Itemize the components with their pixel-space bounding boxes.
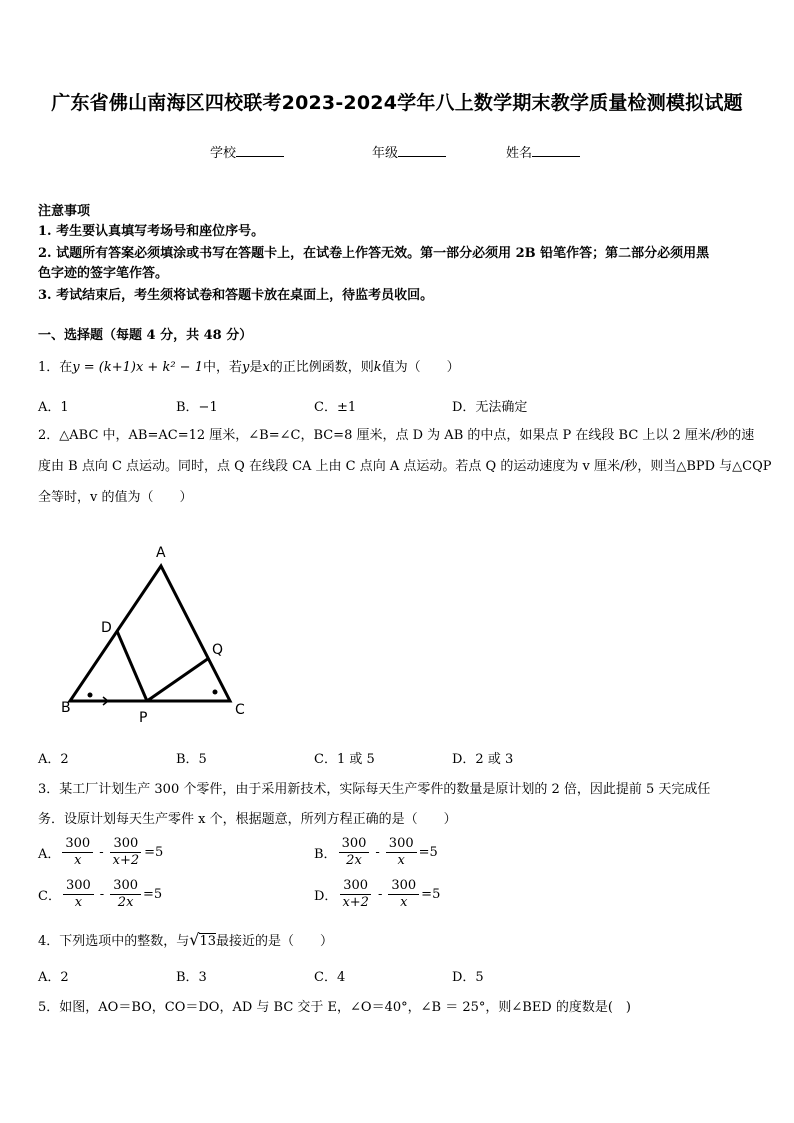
q1-is: 是 <box>249 360 263 375</box>
arrow-icon <box>95 697 108 705</box>
minus-sign: - <box>377 887 383 902</box>
grade-blank[interactable] <box>398 144 446 157</box>
question-4 <box>38 930 333 952</box>
fraction: $\frac{300}{x}$ <box>63 878 94 911</box>
q2-option-b[interactable]: B．5 <box>176 752 207 767</box>
q1-prefix: 1．在 <box>38 360 73 375</box>
question-5: 5．如图，AO＝BO，CO＝DO，AD 与 BC 交于 E，∠O＝40°，∠B ＝ 25°，则∠BED 的度数是( ) <box>38 1000 632 1015</box>
notes-item: 2. 试题所有答案必须填涂或书写在答题卡上，在试卷上作答无效。第一部分必须用 2B 铅笔作答；第二部分必须用黑 <box>38 246 710 261</box>
rhs: =5 <box>144 845 164 860</box>
q3-option-a[interactable] <box>38 836 163 869</box>
fraction: $\frac{300}{x+2}$ <box>110 836 143 869</box>
page-title: 广东省佛山南海区四校联考2023-2024学年八上数学期末教学质量检测模拟试题 <box>51 92 743 114</box>
q1-option-d[interactable]: D．无法确定 <box>452 400 528 415</box>
fraction: $\frac{300}{2x}$ <box>110 878 141 911</box>
q4-option-d[interactable]: D．5 <box>452 970 484 985</box>
q4-radicand: 13 <box>199 934 217 949</box>
q4-option-c[interactable]: C．4 <box>314 970 346 985</box>
notes-item: 色字迹的签字笔作答。 <box>38 266 169 281</box>
name-label: 姓名 <box>506 146 533 161</box>
q1-suffix: 的正比例函数，则 <box>269 360 374 375</box>
q4-option-a[interactable]: A．2 <box>38 970 69 985</box>
grade-label: 年级 <box>372 146 399 161</box>
q2-option-d[interactable]: D．2 或 3 <box>452 752 514 767</box>
q3-option-d[interactable] <box>314 878 440 911</box>
q2-option-c[interactable]: C．1 或 5 <box>314 752 375 767</box>
label-q: Q <box>212 642 224 658</box>
q4-option-b[interactable]: B．3 <box>176 970 207 985</box>
segment-dp <box>117 631 147 701</box>
angle-c-mark <box>213 690 218 695</box>
q1-option-b[interactable]: B．−1 <box>176 400 218 415</box>
school-label: 学校 <box>210 146 237 161</box>
q4-suffix: 最接近的是（ ） <box>216 934 334 949</box>
angle-b-mark <box>88 693 93 698</box>
label-a: A <box>156 545 166 561</box>
label-p: P <box>139 710 148 726</box>
name-blank[interactable] <box>532 144 580 157</box>
minus-sign: - <box>375 845 380 860</box>
q3-option-b[interactable] <box>314 836 438 869</box>
notes-heading: 注意事项 <box>38 204 91 219</box>
q1-k: k <box>373 360 382 375</box>
fraction: $\frac{300}{x}$ <box>62 836 93 869</box>
q1-option-a[interactable]: A．1 <box>38 400 69 415</box>
grade-field[interactable] <box>372 142 446 161</box>
name-field[interactable] <box>506 142 580 161</box>
q3-option-label: B． <box>314 847 337 862</box>
rhs: =5 <box>143 887 163 902</box>
q3-option-c[interactable] <box>38 878 162 911</box>
school-blank[interactable] <box>236 144 284 157</box>
triangle-figure <box>55 540 265 730</box>
label-d: D <box>101 620 112 636</box>
rhs: =5 <box>421 887 441 902</box>
q1-option-c[interactable]: C．±1 <box>314 400 357 415</box>
q1-end: 值为（ ） <box>381 360 460 375</box>
fraction: $\frac{300}{x}$ <box>386 836 417 869</box>
notes-item: 1. 考生要认真填写考场号和座位序号。 <box>38 224 265 239</box>
q3-line: 务．设原计划每天生产零件 x 个，根据题意，所列方程正确的是（ ） <box>38 812 457 827</box>
q2-line: 全等时，v 的值为（ ） <box>38 490 193 505</box>
q2-option-a[interactable]: A．2 <box>38 752 69 767</box>
q4-prefix: 4．下列选项中的整数，与 <box>38 934 190 949</box>
fraction: $\frac{300}{x}$ <box>388 878 419 911</box>
fraction: $\frac{300}{2x}$ <box>339 836 370 869</box>
segment-pq <box>147 658 209 701</box>
minus-sign: - <box>99 887 105 902</box>
q3-option-label: C． <box>38 889 61 904</box>
q2-line: 度由 B 点向 C 点运动。同时，点 Q 在线段 CA 上由 C 点向 A 点运动。若点 Q 的运动速度为 v 厘米/秒，则当△BPD 与△CQP <box>38 459 772 474</box>
school-field[interactable] <box>210 142 284 161</box>
q2-line: 2．△ABC 中，AB=AC=12 厘米，∠B=∠C，BC=8 厘米，点 D 为 AB 的中点，如果点 P 在线段 BC 上以 2 厘米/秒的速 <box>38 428 755 443</box>
q1-x: x <box>262 360 270 375</box>
q1-y: y <box>242 360 250 375</box>
notes-item: 3. 考试结束后，考生须将试卷和答题卡放在桌面上，待监考员收回。 <box>38 288 434 303</box>
q1-middle: 中，若 <box>202 360 242 375</box>
label-c: C <box>235 702 245 718</box>
section-heading: 一、选择题（每题 4 分，共 48 分） <box>38 328 253 343</box>
q1-formula: y = (k+1)x + k² − 1 <box>72 360 203 375</box>
q3-option-label: A． <box>38 847 61 862</box>
minus-sign: - <box>99 845 104 860</box>
label-b: B <box>61 700 71 716</box>
fraction: $\frac{300}{x+2}$ <box>339 878 372 911</box>
q3-option-label: D． <box>314 889 338 904</box>
rhs: =5 <box>418 845 438 860</box>
q3-line: 3．某工厂计划生产 300 个零件，由于采用新技术，实际每天生产零件的数量是原计划的 2 倍，因此提前 5 天完成任 <box>38 782 711 797</box>
sqrt-icon: √ <box>189 930 200 949</box>
question-1 <box>38 358 460 378</box>
triangle-abc <box>70 566 230 701</box>
